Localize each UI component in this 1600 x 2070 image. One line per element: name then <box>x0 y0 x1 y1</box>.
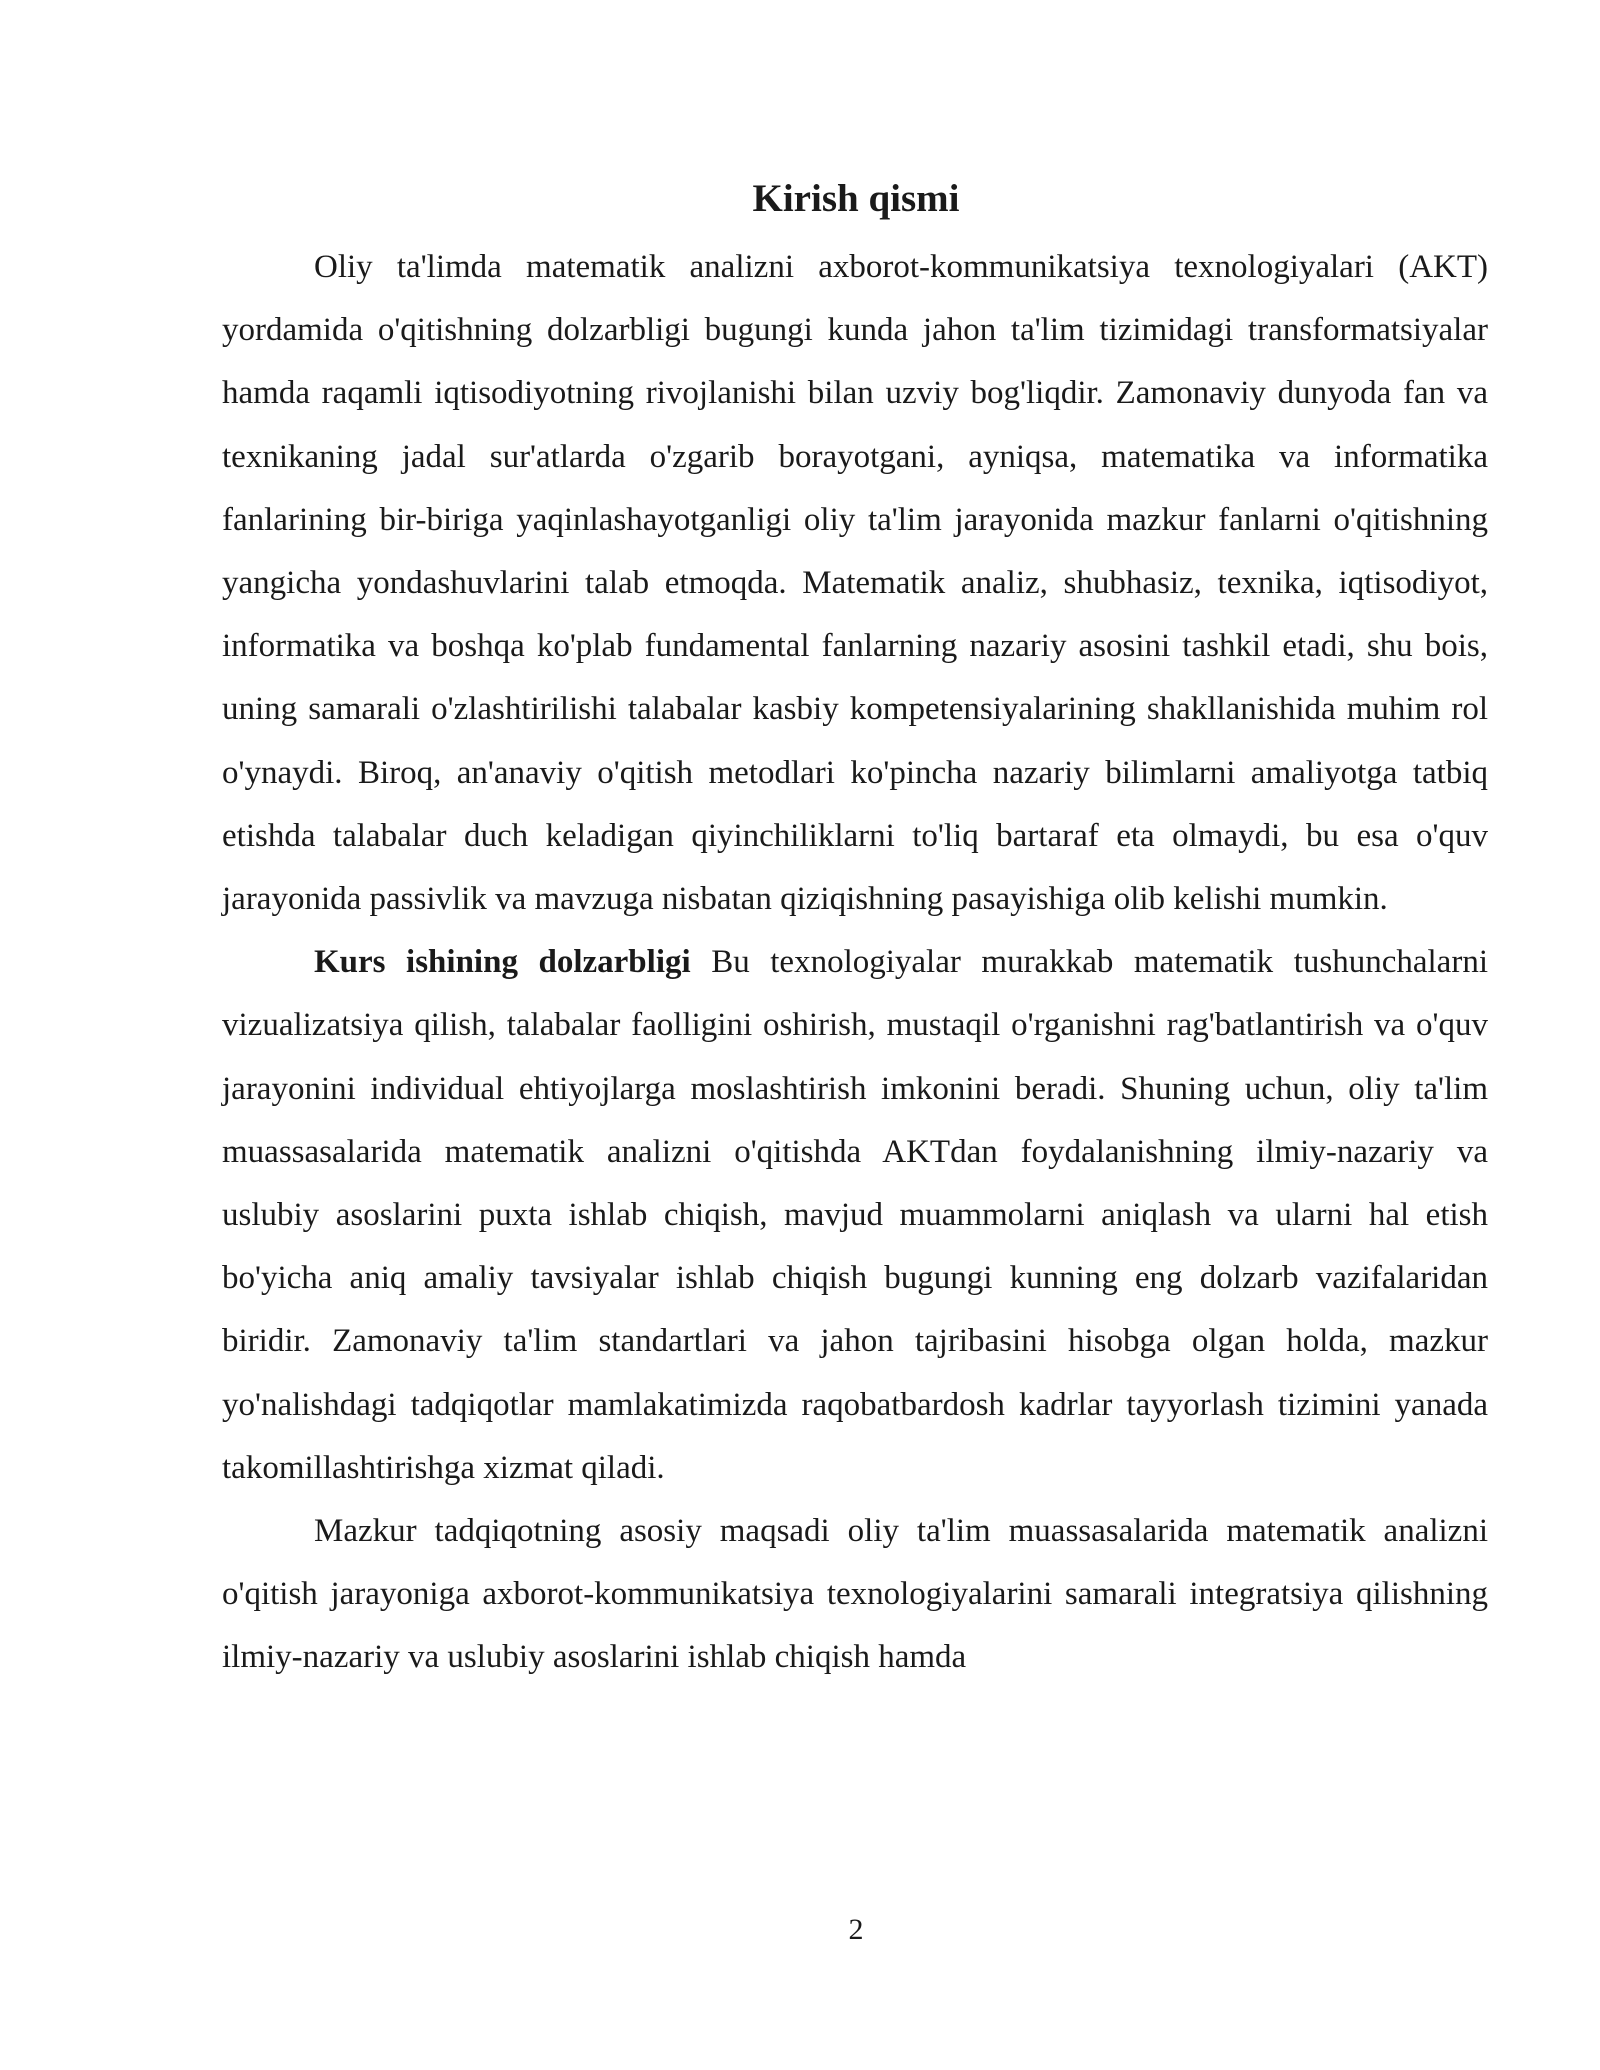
paragraph-2-heading: Kurs ishining dolzarbligi <box>314 944 691 981</box>
paragraph-3 <box>222 1500 1488 1690</box>
body-text <box>222 236 1488 1690</box>
page-number: 2 <box>848 1913 864 1946</box>
paragraph-1-text: Oliy ta'limda matematik analizni axborot-kommunikatsiya texnologiyalari (AKT) yordamida o'qitishning dolzarbligi bugungi kunda jahon ta'lim tizimidagi transformatsiyalar hamda raqamli iqtisodiyotning rivojlanishi bilan uzviy bog'liqdir. Zamonaviy dunyoda fan va texnikaning jadal sur'atlarda o'zgarib borayotgani, ayniqsa, matematika va informatika fanlarining bir-biriga yaqinlashayotganligi oliy ta'lim jarayonida mazkur fanlarni o'qitishning yangicha yondashuvlarini talab etmoqda. Matematik analiz, shubhasiz, texnika, iqtisodiyot, informatika va boshqa ko'plab fundamental fanlarning nazariy asosini tashkil etadi, shu bois, uning samarali o'zlashtirilishi talabalar kasbiy kompetensiyalarining shakllanishida muhim rol o'ynaydi. Biroq, an'anaviy o'qitish metodlari ko'pincha nazariy bilimlarni amaliyotga tatbiq etishda talabalar duch keladigan qiyinchiliklarni to'liq bartaraf eta olmaydi, bu esa o'quv jarayonida passivlik va mavzuga nisbatan qiziqishning pasayishiga olib kelishi mumkin. <box>222 249 1488 918</box>
paragraph-2-text: Bu texnologiyalar murakkab matematik tushunchalarni vizualizatsiya qilish, talabalar faolligini oshirish, mustaqil o'rganishni rag'batlantirish va o'quv jarayonini individual ehtiyojlarga moslashtirish imkonini beradi. Shuning uchun, oliy ta'lim muassasalarida matematik analizni o'qitishda AKTdan foydalanishning ilmiy-nazariy va uslubiy asoslarini puxta ishlab chiqish, mavjud muammolarni aniqlash va ularni hal etish bo'yicha aniq amaliy tavsiyalar ishlab chiqish bugungi kunning eng dolzarb vazifalaridan biridir. Zamonaviy ta'lim standartlari va jahon tajribasini hisobga olgan holda, mazkur yo'nalishdagi tadqiqotlar mamlakatimizda raqobatbardosh kadrlar tayyorlash tizimini yanada takomillashtirishga xizmat qiladi. <box>222 944 1488 1486</box>
paragraph-3-text: Mazkur tadqiqotning asosiy maqsadi oliy ta'lim muassasalarida matematik analizni o'qitish jarayoniga axborot-kommunikatsiya texnologiyalarini samarali integratsiya qilishning ilmiy-nazariy va uslubiy asoslarini ishlab chiqish hamda <box>222 1513 1488 1676</box>
paragraph-1 <box>222 236 1488 931</box>
section-title: Kirish qismi <box>752 177 960 221</box>
paragraph-2 <box>222 931 1488 1500</box>
